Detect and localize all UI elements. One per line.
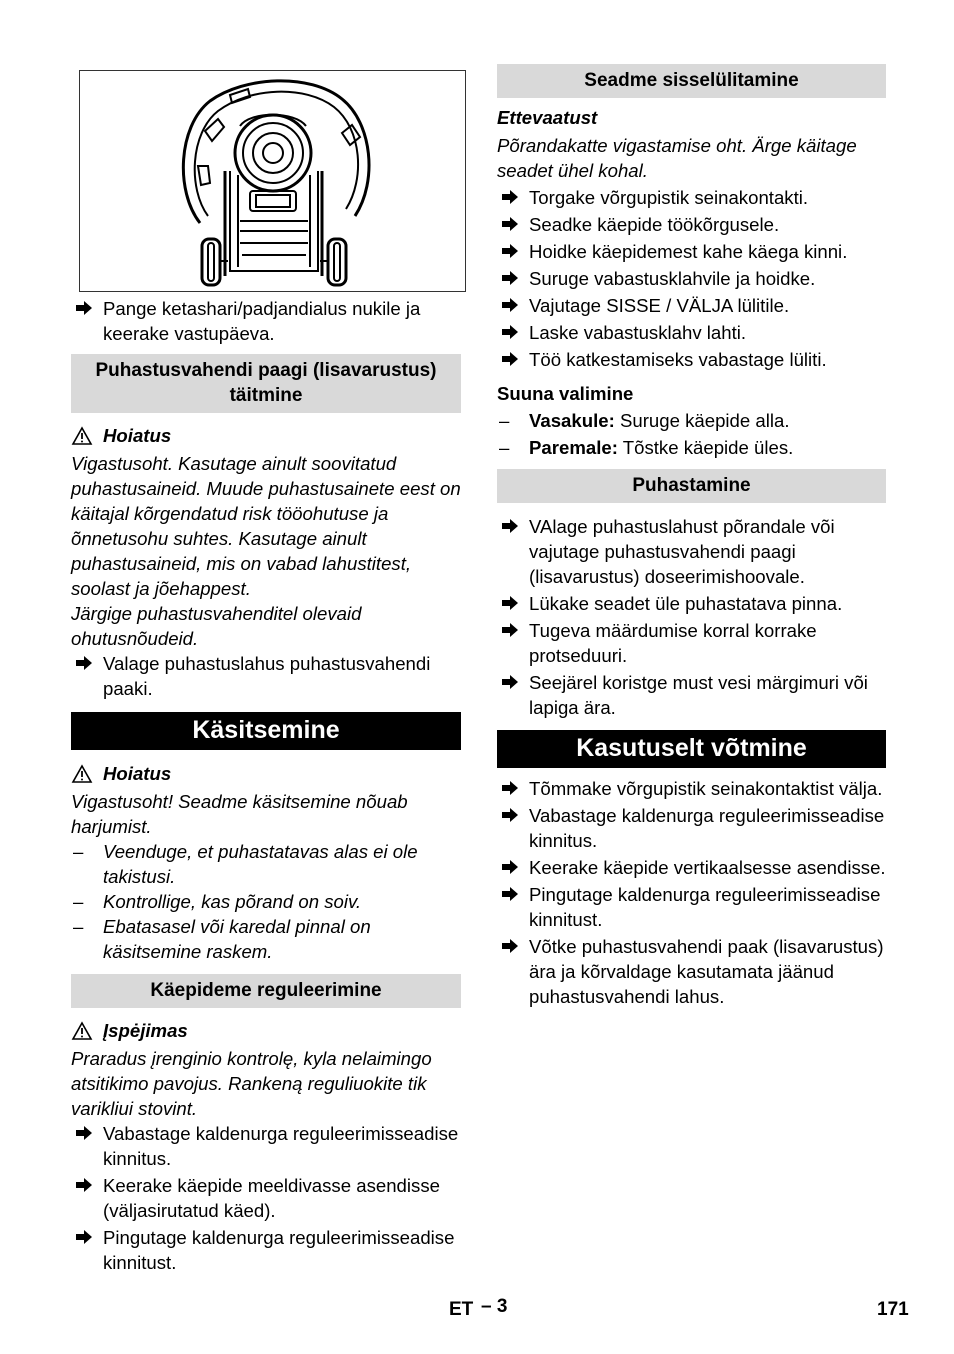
right-arrow-icon bbox=[497, 320, 529, 345]
right-arrow-icon bbox=[497, 514, 529, 589]
right-arrow-icon bbox=[497, 185, 529, 210]
warning-text: Vigastusoht! Seadme käsitsemine nõuab harjumist. bbox=[71, 791, 408, 837]
list-item: Hoidke käepidemest kahe käega kinni. bbox=[497, 239, 886, 264]
right-arrow-icon bbox=[497, 670, 529, 720]
right-arrow-icon bbox=[497, 347, 529, 372]
right-arrow-icon bbox=[497, 212, 529, 237]
list-item: Vabastage kaldenurga reguleerimisseadise kinnitus. bbox=[497, 803, 886, 853]
right-arrow-icon bbox=[497, 266, 529, 291]
list-item: Töö katkestamiseks vabastage lüliti. bbox=[497, 347, 886, 372]
machine-illustration bbox=[79, 70, 466, 292]
warning-triangle-icon bbox=[71, 1021, 93, 1041]
figure-step-text: Pange ketashari/padjandialus nukile ja keerake vastupäeva. bbox=[103, 298, 421, 344]
list-item: – Veenduge, et puhastatavas alas ei ole takistusi. bbox=[73, 841, 418, 887]
handling-heading: Käsitsemine bbox=[71, 712, 461, 750]
left-column bbox=[71, 70, 461, 1275]
list-item: Pingutage kaldenurga reguleerimisseadise kinnitust. bbox=[71, 1225, 461, 1275]
warning-text: Praradus įrenginio kontrolę, kyla nelaimingo atsitikimo pavojus. Rankeną reguliuokite tik varikliui stovint. bbox=[71, 1048, 432, 1119]
warning-triangle-icon bbox=[71, 764, 93, 784]
direction-heading: Suuna valimine bbox=[497, 383, 634, 404]
footer-section: – 3 bbox=[481, 1296, 508, 1317]
list-item: Torgake võrgupistik seinakontakti. bbox=[497, 185, 886, 210]
list-item: Vajutage SISSE / VÄLJA lülitile. bbox=[497, 293, 886, 318]
right-arrow-icon bbox=[71, 296, 103, 346]
list-item: Seadke käepide töökõrgusele. bbox=[497, 212, 886, 237]
warning-text-2: Järgige puhastusvahenditel olevaid ohutusnõudeid. bbox=[71, 603, 362, 649]
cleaning-heading: Puhastamine bbox=[497, 469, 886, 503]
list-item bbox=[71, 296, 461, 346]
warning-label: Įspėjimas bbox=[71, 1018, 461, 1043]
start-steps-list bbox=[497, 185, 886, 372]
list-item: Pingutage kaldenurga reguleerimisseadise kinnitust. bbox=[497, 882, 886, 932]
list-item: Vabastage kaldenurga reguleerimisseadise kinnitus. bbox=[71, 1121, 461, 1171]
list-item: Tugeva määrdumise korral korrake protseduuri. bbox=[497, 618, 886, 668]
right-arrow-icon bbox=[71, 1173, 103, 1223]
list-item: Keerake käepide meeldivasse asendisse (väljasirutatud käed). bbox=[71, 1173, 461, 1223]
right-arrow-icon bbox=[71, 651, 103, 701]
right-arrow-icon bbox=[497, 591, 529, 616]
tank-fill-heading: Puhastusvahendi paagi (lisavarustus) täitmine bbox=[71, 354, 461, 413]
floor-scrubber-drawing bbox=[80, 71, 466, 293]
list-item: – Vasakule: Suruge käepide alla. bbox=[499, 410, 790, 431]
warning-triangle-icon bbox=[71, 426, 93, 446]
right-arrow-icon bbox=[497, 882, 529, 932]
list-item: VAlage puhastuslahust põrandale või vajutage puhastusvahendi paagi (lisavarustus) doseerimishoovale. bbox=[497, 514, 886, 589]
list-item: Seejärel koristge must vesi märgimuri või lapiga ära. bbox=[497, 670, 886, 720]
right-arrow-icon bbox=[497, 934, 529, 1009]
list-item: Suruge vabastusklahvile ja hoidke. bbox=[497, 266, 886, 291]
list-item: – Paremale: Tõstke käepide üles. bbox=[499, 437, 794, 458]
list-item: Lükake seadet üle puhastatava pinna. bbox=[497, 591, 886, 616]
list-item: – Kontrollige, kas põrand on soiv. bbox=[73, 891, 362, 912]
list-item: Keerake käepide vertikaalsesse asendisse. bbox=[497, 855, 886, 880]
list-item: Valage puhastuslahus puhastusvahendi paaki. bbox=[71, 651, 461, 701]
right-arrow-icon bbox=[497, 855, 529, 880]
page-number: 171 bbox=[877, 1299, 909, 1320]
warning-label: Hoiatus bbox=[71, 423, 461, 448]
right-arrow-icon bbox=[497, 803, 529, 853]
warning-text: Vigastusoht. Kasutage ainult soovitatud puhastusaineid. Muude puhastusainete eest on käitajal kõrgendatud risk tööohutuse ja õnnetusohu suhtes. Kasutage ainult puhastusaineid, mis on vabad lahustitest, soolast ja jõehappest. bbox=[71, 453, 461, 599]
right-column bbox=[497, 64, 886, 1009]
right-arrow-icon bbox=[497, 618, 529, 668]
handle-adjust-heading: Käepideme reguleerimine bbox=[71, 974, 461, 1008]
right-arrow-icon bbox=[497, 239, 529, 264]
switch-on-heading: Seadme sisselülitamine bbox=[497, 64, 886, 98]
warning-label: Hoiatus bbox=[71, 761, 461, 786]
list-item: Laske vabastusklahv lahti. bbox=[497, 320, 886, 345]
list-item: Tõmmake võrgupistik seinakontaktist välja. bbox=[497, 776, 886, 801]
right-arrow-icon bbox=[71, 1225, 103, 1275]
caution-text: Põrandakatte vigastamise oht. Ärge käitage seadet ühel kohal. bbox=[497, 135, 857, 181]
footer-language: ET bbox=[449, 1299, 474, 1320]
decommission-heading: Kasutuselt võtmine bbox=[497, 730, 886, 768]
right-arrow-icon bbox=[497, 776, 529, 801]
right-arrow-icon bbox=[497, 293, 529, 318]
list-item: – Ebatasasel või karedal pinnal on käsitsemine raskem. bbox=[73, 916, 371, 962]
right-arrow-icon bbox=[71, 1121, 103, 1171]
caution-title: Ettevaatust bbox=[497, 107, 598, 128]
list-item: Võtke puhastusvahendi paak (lisavarustus) ära ja kõrvaldage kasutamata jäänud puhastusvahendi lahus. bbox=[497, 934, 886, 1009]
